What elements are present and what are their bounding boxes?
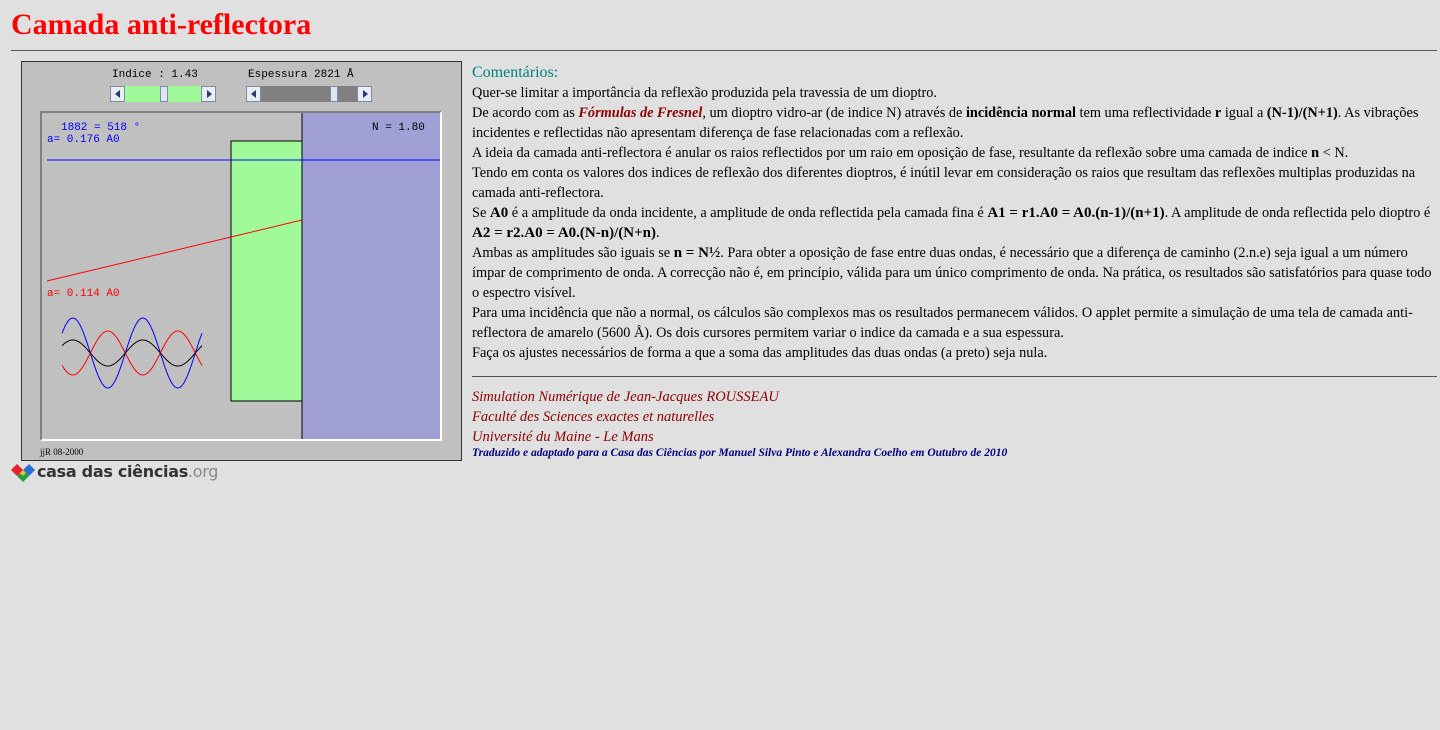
angle-readout: 1882 = 518 °: [61, 122, 141, 134]
simulation-canvas: [40, 111, 442, 441]
simulation-svg: [42, 113, 440, 439]
credit-university: Université du Maine - Le Mans: [472, 429, 654, 445]
wave-blue: [62, 318, 202, 388]
substrate-index-label: N = 1.80: [372, 122, 425, 134]
formula-n-equals: n = N½: [673, 245, 721, 261]
formula-a2: A2 = r2.A0 = A0.(N-n)/(N+n): [472, 225, 656, 241]
comment-paragraph-2: De acordo com as Fórmulas de Fresnel, um dioptro vidro-ar (de indice N) através de incidência normal tem uma reflectividade r igual a (N-1)/(N+1). As vibrações incidentes e reflectidas não apresentam diferença de fase relacionadas com a reflexão.: [472, 105, 1419, 141]
fresnel-link[interactable]: Fórmulas de Fresnel: [578, 105, 703, 121]
credit-faculty: Faculté des Sciences exactes et naturelles: [472, 409, 715, 425]
formula-a1: A1 = r1.A0 = A0.(n-1)/(n+1): [987, 205, 1165, 221]
comments-section: [472, 63, 1438, 363]
index-slider-left-arrow-icon[interactable]: [110, 86, 125, 102]
incident-amplitude-label: a= 0.176 A0: [47, 134, 120, 146]
title-divider: [11, 50, 1437, 51]
page-title: Camada anti-reflectora: [11, 8, 312, 41]
logo-suffix: .org: [187, 462, 219, 481]
credits-divider: [472, 376, 1437, 377]
thickness-slider[interactable]: [246, 86, 372, 102]
thickness-slider-right-arrow-icon[interactable]: [357, 86, 372, 102]
comment-paragraph-5: Se A0 é a amplitude da onda incidente, a amplitude de onda reflectida pela camada fina é A1 = r1.A0 = A0.(n-1)/(n+1). A amplitude de onda reflectida pelo dioptro é A2 = r2.A0 = A0.(N-n)/(N+n).: [472, 205, 1431, 241]
wave-sum-black: [62, 340, 202, 366]
comment-paragraph-4: Tendo em conta os valores dos indices de reflexão dos diferentes dioptros, é inútil levar em consideração os raios que resultam das reflexões multiplas produzidas na camada anti-reflectora.: [472, 165, 1416, 201]
index-label: Indice : 1.43: [112, 69, 198, 81]
reflected-amplitude-label: a= 0.114 A0: [47, 288, 120, 300]
formula-a0: A0: [489, 205, 509, 221]
comment-paragraph-6: Ambas as amplitudes são iguais se n = N½. Para obter a oposição de fase entre duas ondas, é necessário que a diferença de caminho (2.n.e) seja igual a um número ímpar de comprimento de onda. A correcção não é, em princípio, válida para um único comprimento de onda. Na prática, os resultados são satisfatórios para quase todo o espectro visível.: [472, 245, 1432, 301]
wave-red: [62, 331, 202, 375]
substrate-dioptre: [302, 113, 440, 439]
comment-paragraph-7: Para uma incidência que não a normal, os cálculos são complexos mas os resultados permanecem válidos. O applet permite a simulação de uma tela de camada anti-reflectora de amarelo (5600 Å). Os dois cursores permitem variar o indice da camada e a sua espessura.: [472, 305, 1413, 341]
comment-paragraph-3: A ideia da camada anti-reflectora é anular os raios reflectidos por um raio em oposição de fase, resultante da reflexão sobre uma camada de indice n < N.: [472, 145, 1349, 161]
comment-paragraph-1: Quer-se limitar a importância da reflexão produzida pela travessia de um dioptro.: [472, 85, 937, 101]
logo-name: casa das ciências: [37, 462, 188, 481]
index-slider[interactable]: [110, 86, 216, 102]
comment-paragraph-8: Faça os ajustes necessários de forma a que a soma das amplitudes das duas ondas (a preto) seja nula.: [472, 345, 1048, 361]
thickness-label: Espessura 2821 Å: [248, 69, 354, 81]
anti-reflective-layer: [231, 141, 302, 401]
thickness-slider-left-arrow-icon[interactable]: [246, 86, 261, 102]
logo-wordmark: [37, 462, 218, 481]
applet-credit: jjR 08-2000: [40, 447, 84, 457]
index-slider-thumb[interactable]: [160, 86, 168, 102]
comments-heading: Comentários:: [472, 64, 559, 81]
credit-author: Simulation Numérique de Jean-Jacques ROUSSEAU: [472, 389, 779, 405]
translation-credit: Traduzido e adaptado para a Casa das Ciências por Manuel Silva Pinto e Alexandra Coelho em Outubro de 2010: [472, 447, 1008, 459]
thickness-slider-track[interactable]: [261, 86, 357, 102]
thickness-slider-thumb[interactable]: [330, 86, 338, 102]
applet-panel: [21, 61, 462, 461]
index-slider-right-arrow-icon[interactable]: [201, 86, 216, 102]
credits-block: [472, 387, 779, 447]
diamond-logo-icon: [11, 464, 35, 482]
